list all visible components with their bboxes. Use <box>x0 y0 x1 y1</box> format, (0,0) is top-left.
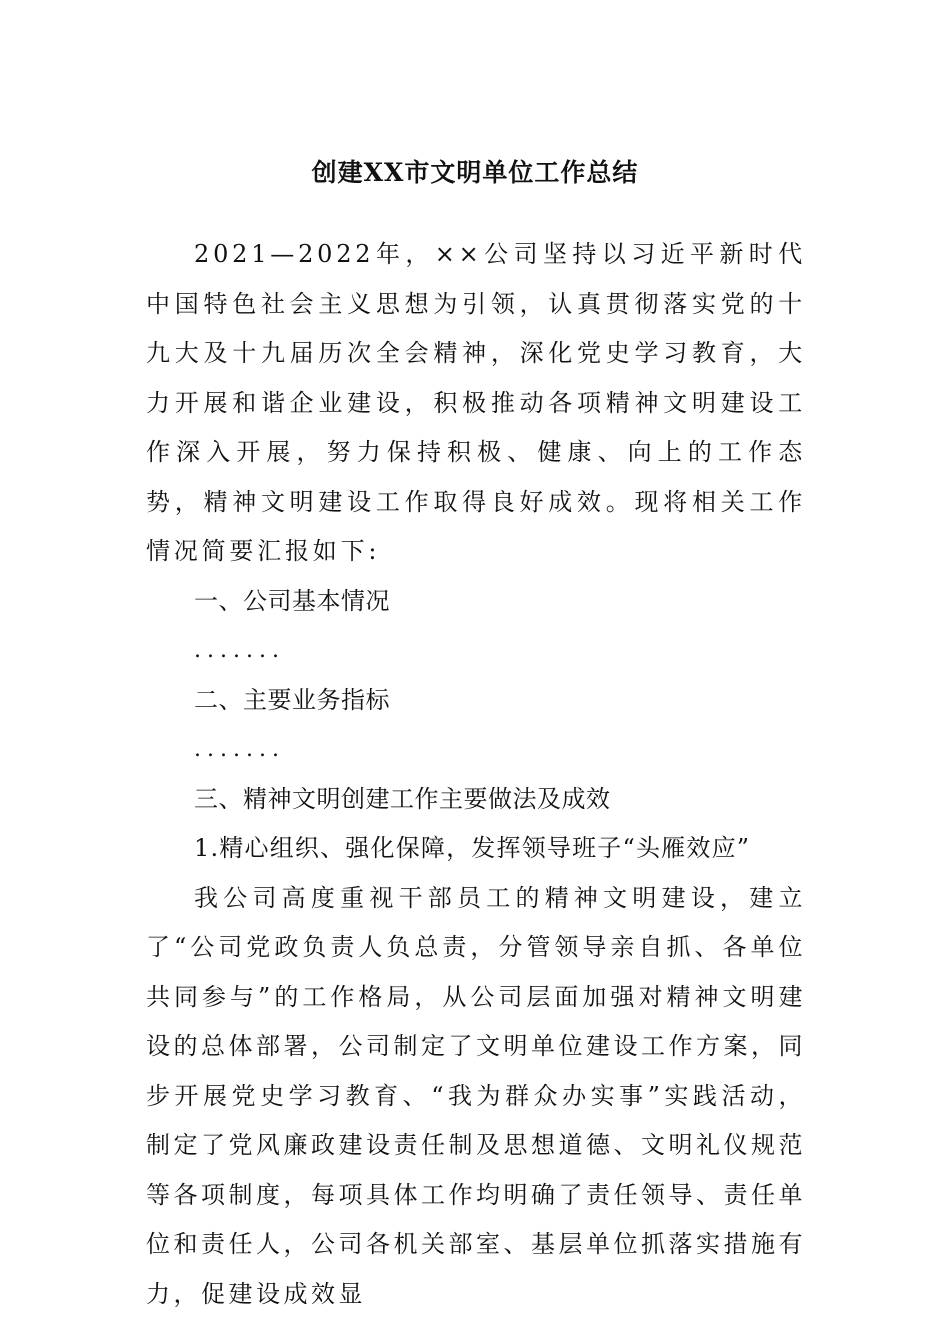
ellipsis-placeholder: ....... <box>194 638 285 663</box>
body-paragraph: 我公司高度重视干部员工的精神文明建设，建立了“公司党政负责人负总责，分管领导亲自抓、各单位共同参与”的工作格局，从公司层面加强对精神文明建设的总体部署，公司制定了文明单位建设工作方案，同步开展党史学习教育、“我为群众办实事”实践活动，制定了党风廉政建设责任制及思想道德、文明礼仪规范等各项制度，每项具体工作均明确了责任领导、责任单位和责任人，公司各机关部室、基层单位抓落实措施有力，促建设成效显 <box>146 883 806 1308</box>
document-title: 创建XX市文明单位工作总结 <box>311 158 639 187</box>
document-body <box>146 230 806 1319</box>
ellipsis-placeholder: ....... <box>194 737 285 762</box>
section-heading-business-indicators: 二、主要业务指标 <box>194 685 390 714</box>
subheading-leadership: 1.精心组织、强化保障，发挥领导班子“头雁效应” <box>194 834 751 862</box>
section-heading-civilization-work: 三、精神文明创建工作主要做法及成效 <box>194 784 611 813</box>
intro-paragraph: 2021—2022年，××公司坚持以习近平新时代中国特色社会主义思想为引领，认真贯彻落实党的十九大及十九届历次全会精神，深化党史学习教育，大力开展和谐企业建设，积极推动各项精神文明建设工作深入开展，努力保持积极、健康、向上的工作态势，精神文明建设工作取得良好成效。现将相关工作情况简要汇报如下: <box>146 240 806 565</box>
section-heading-basic-info: 一、公司基本情况 <box>194 586 390 615</box>
